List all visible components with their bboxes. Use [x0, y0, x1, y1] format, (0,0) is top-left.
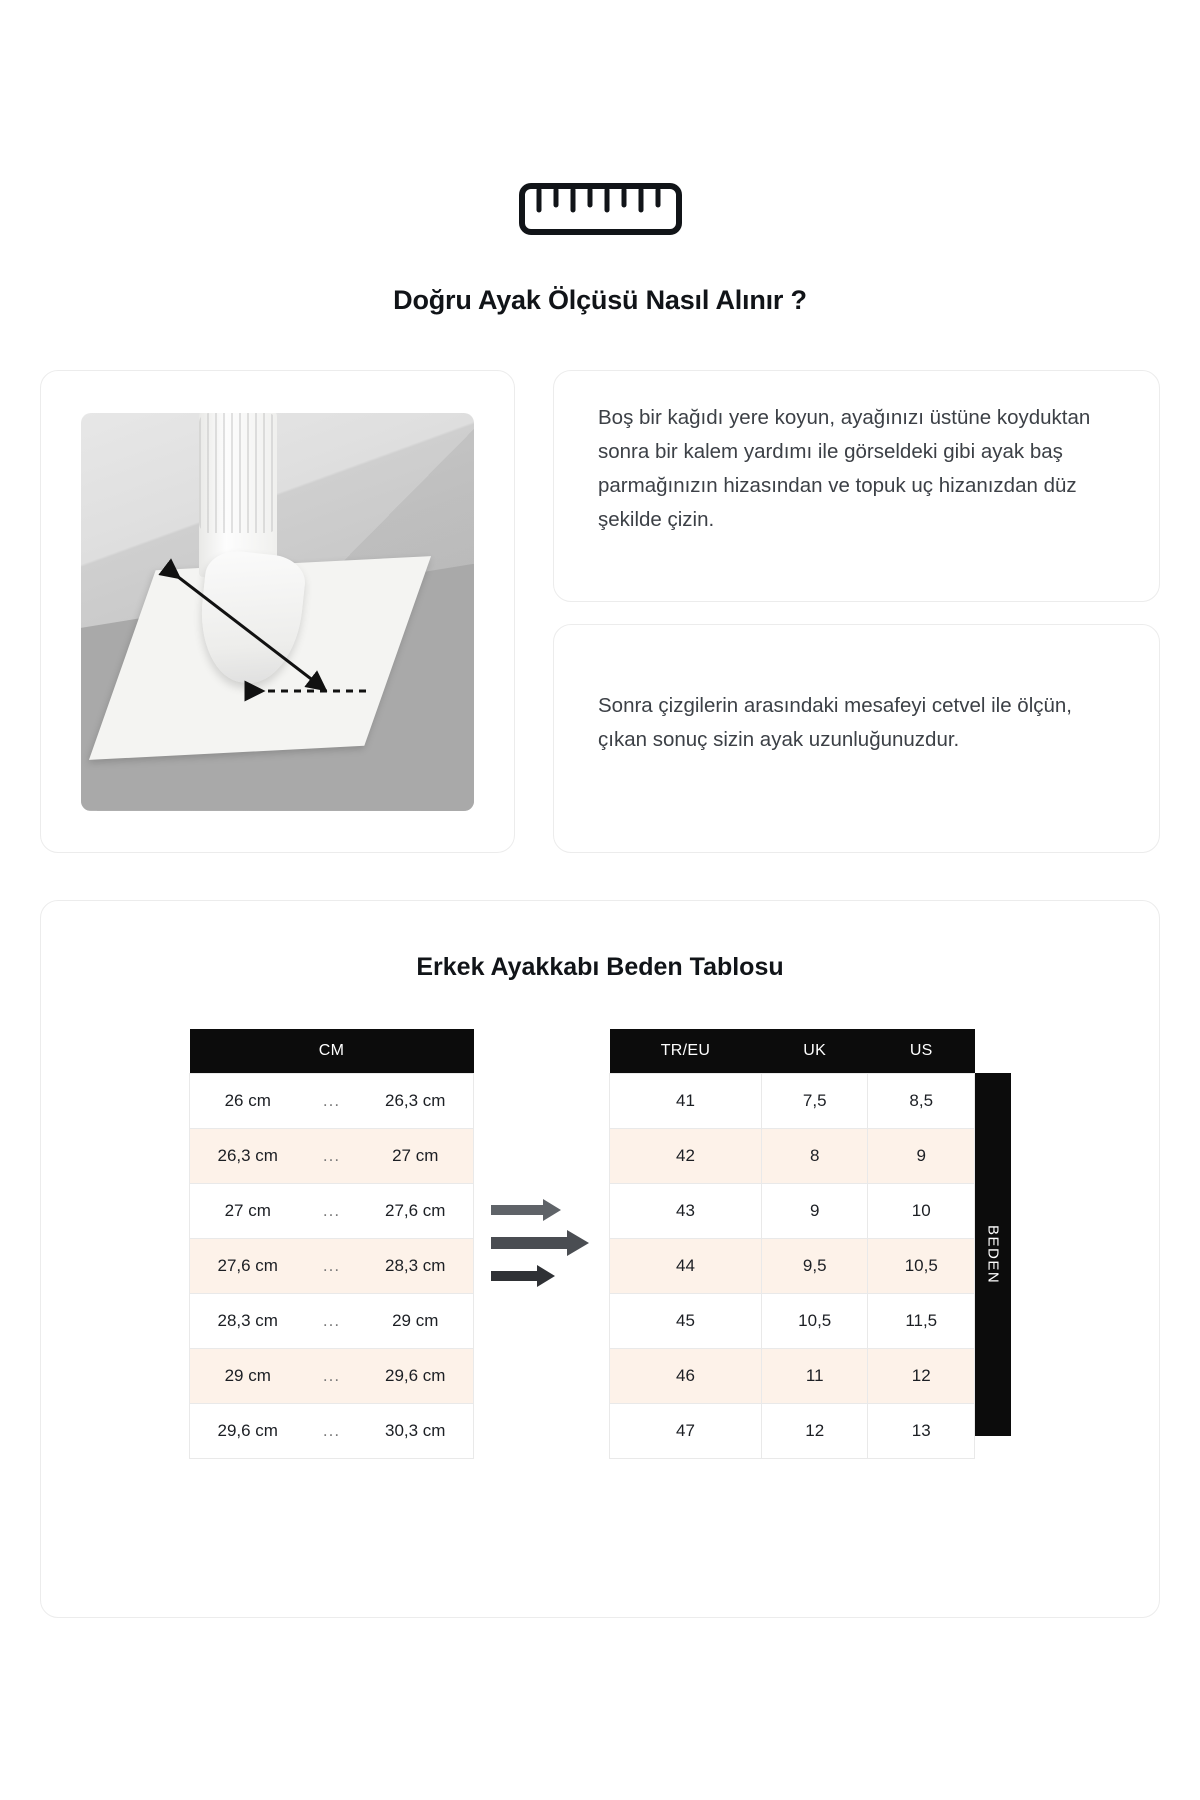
table-row [190, 1293, 474, 1348]
cell-uk: 9 [761, 1183, 868, 1238]
cm-dots: ... [306, 1293, 358, 1348]
size-table-card [40, 900, 1160, 1618]
cell-tr-eu: 42 [610, 1128, 762, 1183]
instruction-card-1 [553, 370, 1160, 602]
cm-from: 29 cm [190, 1348, 306, 1403]
table-row [610, 1293, 975, 1348]
instruction-text-column [553, 370, 1160, 853]
cm-dots: ... [306, 1348, 358, 1403]
table-row [190, 1073, 474, 1128]
cm-from: 26 cm [190, 1073, 306, 1128]
foot-photo-card [40, 370, 515, 853]
table-row [610, 1128, 975, 1183]
cm-from: 26,3 cm [190, 1128, 306, 1183]
size-table-head-row [610, 1029, 975, 1073]
table-row [190, 1128, 474, 1183]
table-row [610, 1403, 975, 1458]
foot-measurement-photo [81, 413, 474, 811]
instruction-text-2: Sonra çizgilerin arasındaki mesafeyi cetvel ile ölçün, çıkan sonuç sizin ayak uzunluğunuzdur. [598, 694, 1073, 751]
header-tr-eu: TR/EU [610, 1029, 762, 1073]
arrow-right-icon [487, 1199, 597, 1299]
cm-header: CM [190, 1029, 474, 1073]
cell-us: 11,5 [868, 1293, 975, 1348]
size-tables-wrap [41, 1029, 1159, 1459]
cell-us: 8,5 [868, 1073, 975, 1128]
cm-to: 27,6 cm [358, 1183, 474, 1238]
size-table-head [610, 1029, 975, 1073]
cm-dots: ... [306, 1403, 358, 1458]
cm-dots: ... [306, 1073, 358, 1128]
cell-tr-eu: 46 [610, 1348, 762, 1403]
cm-dots: ... [306, 1183, 358, 1238]
size-table-title: Erkek Ayakkabı Beden Tablosu [416, 953, 784, 981]
cell-uk: 8 [761, 1128, 868, 1183]
beden-label-text: BEDEN [984, 1224, 1002, 1285]
table-row [190, 1238, 474, 1293]
instructions-row [40, 370, 1160, 853]
cell-tr-eu: 47 [610, 1403, 762, 1458]
cm-from: 27 cm [190, 1183, 306, 1238]
cell-us: 9 [868, 1128, 975, 1183]
cell-uk: 9,5 [761, 1238, 868, 1293]
table-row [610, 1073, 975, 1128]
table-row [610, 1238, 975, 1293]
cell-uk: 11 [761, 1348, 868, 1403]
cell-us: 13 [868, 1403, 975, 1458]
instruction-card-2 [553, 624, 1160, 853]
cell-tr-eu: 43 [610, 1183, 762, 1238]
table-row [610, 1348, 975, 1403]
header-uk: UK [761, 1029, 868, 1073]
cm-to: 28,3 cm [358, 1238, 474, 1293]
cm-table-head [190, 1029, 474, 1073]
size-table-body [610, 1073, 975, 1458]
cm-dots: ... [306, 1238, 358, 1293]
cell-uk: 12 [761, 1403, 868, 1458]
cm-table-body [190, 1073, 474, 1458]
cell-tr-eu: 41 [610, 1073, 762, 1128]
cell-us: 10,5 [868, 1238, 975, 1293]
cm-table [189, 1029, 474, 1459]
cm-to: 26,3 cm [358, 1073, 474, 1128]
table-row [190, 1403, 474, 1458]
table-row [190, 1183, 474, 1238]
cell-uk: 10,5 [761, 1293, 868, 1348]
cm-to: 29,6 cm [358, 1348, 474, 1403]
instruction-text-1: Boş bir kağıdı yere koyun, ayağınızı üstüne koyduktan sonra bir kalem yardımı ile görseldeki gibi ayak baş parmağınızın hizasından ve topuk uç hizanızdan düz şekilde çizin. [598, 406, 1091, 531]
header-us: US [868, 1029, 975, 1073]
cm-from: 27,6 cm [190, 1238, 306, 1293]
measurement-arrow-overlay [81, 413, 474, 811]
cell-us: 10 [868, 1183, 975, 1238]
page-title: Doğru Ayak Ölçüsü Nasıl Alınır ? [393, 285, 807, 315]
cm-from: 29,6 cm [190, 1403, 306, 1458]
cell-us: 12 [868, 1348, 975, 1403]
cm-to: 27 cm [358, 1128, 474, 1183]
beden-vertical-label [975, 1073, 1011, 1436]
table-row [190, 1348, 474, 1403]
size-conversion-table [609, 1029, 975, 1459]
arrows-group [474, 1189, 609, 1309]
cell-tr-eu: 44 [610, 1238, 762, 1293]
cell-tr-eu: 45 [610, 1293, 762, 1348]
cm-dots: ... [306, 1128, 358, 1183]
ruler-icon [519, 183, 682, 235]
cm-to: 30,3 cm [358, 1403, 474, 1458]
cm-to: 29 cm [358, 1293, 474, 1348]
cell-uk: 7,5 [761, 1073, 868, 1128]
table-row [610, 1183, 975, 1238]
cm-from: 28,3 cm [190, 1293, 306, 1348]
cm-table-head-row [190, 1029, 474, 1073]
ruler-icon-wrap [0, 183, 1200, 235]
